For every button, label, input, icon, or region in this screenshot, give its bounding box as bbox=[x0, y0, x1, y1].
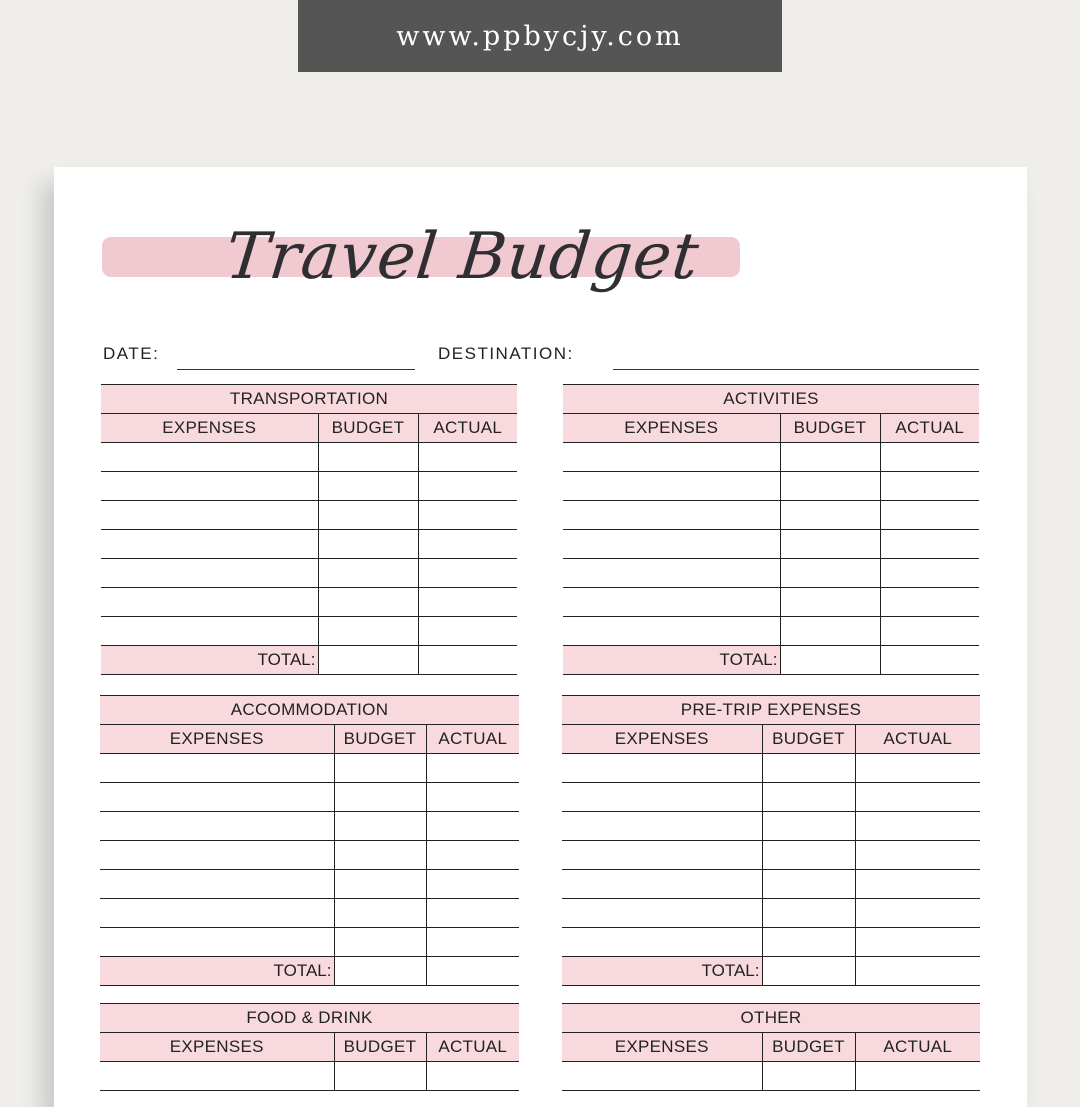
actual-cell[interactable] bbox=[426, 754, 519, 783]
budget-cell[interactable] bbox=[762, 841, 855, 870]
expense-cell[interactable] bbox=[562, 1062, 762, 1091]
budget-cell[interactable] bbox=[780, 472, 880, 501]
budget-cell[interactable] bbox=[334, 841, 426, 870]
expenses-column-header: EXPENSES bbox=[562, 725, 762, 754]
column-header-row bbox=[100, 1033, 519, 1062]
actual-column-header: ACTUAL bbox=[426, 1033, 519, 1062]
actual-cell[interactable] bbox=[426, 1062, 519, 1091]
expense-cell[interactable] bbox=[100, 783, 334, 812]
actual-column-header: ACTUAL bbox=[855, 725, 980, 754]
budget-column-header: BUDGET bbox=[762, 725, 855, 754]
actual-cell[interactable] bbox=[418, 501, 517, 530]
expense-row bbox=[563, 501, 979, 530]
actual-cell[interactable] bbox=[418, 559, 517, 588]
actual-cell[interactable] bbox=[426, 928, 519, 957]
section-header-row bbox=[562, 696, 980, 725]
actual-total-cell[interactable] bbox=[418, 646, 517, 675]
other-section bbox=[562, 1003, 980, 1091]
expense-cell[interactable] bbox=[562, 928, 762, 957]
actual-cell[interactable] bbox=[855, 754, 980, 783]
total-row bbox=[563, 646, 979, 675]
expense-row bbox=[100, 870, 519, 899]
expenses-column-header: EXPENSES bbox=[100, 725, 334, 754]
budget-cell[interactable] bbox=[762, 1062, 855, 1091]
date-label: DATE: bbox=[103, 344, 160, 363]
budget-cell[interactable] bbox=[762, 899, 855, 928]
expense-row bbox=[100, 899, 519, 928]
actual-column-header: ACTUAL bbox=[855, 1033, 980, 1062]
actual-cell[interactable] bbox=[418, 617, 517, 646]
expense-cell[interactable] bbox=[101, 472, 318, 501]
budget-cell[interactable] bbox=[780, 530, 880, 559]
actual-cell[interactable] bbox=[880, 443, 979, 472]
budget-cell[interactable] bbox=[762, 928, 855, 957]
actual-cell[interactable] bbox=[880, 559, 979, 588]
actual-cell[interactable] bbox=[855, 899, 980, 928]
expense-cell[interactable] bbox=[562, 870, 762, 899]
actual-cell[interactable] bbox=[418, 472, 517, 501]
actual-cell[interactable] bbox=[426, 783, 519, 812]
budget-cell[interactable] bbox=[762, 870, 855, 899]
expense-cell[interactable] bbox=[563, 588, 780, 617]
expense-row bbox=[563, 530, 979, 559]
expense-row bbox=[101, 443, 517, 472]
expense-cell[interactable] bbox=[563, 472, 780, 501]
total-label: TOTAL: bbox=[562, 957, 762, 986]
section-header-row bbox=[562, 1004, 980, 1033]
expense-row bbox=[101, 617, 517, 646]
expense-cell[interactable] bbox=[100, 928, 334, 957]
expense-row bbox=[562, 841, 980, 870]
expense-row bbox=[562, 928, 980, 957]
actual-cell[interactable] bbox=[855, 928, 980, 957]
expense-cell[interactable] bbox=[562, 899, 762, 928]
expense-cell[interactable] bbox=[562, 754, 762, 783]
expense-cell[interactable] bbox=[100, 870, 334, 899]
transportation-section bbox=[101, 384, 517, 675]
column-header-row bbox=[101, 414, 517, 443]
budget-cell[interactable] bbox=[334, 870, 426, 899]
actual-cell[interactable] bbox=[880, 472, 979, 501]
expense-cell[interactable] bbox=[100, 812, 334, 841]
expense-row bbox=[100, 812, 519, 841]
expense-row bbox=[100, 783, 519, 812]
section-header-row bbox=[100, 1004, 519, 1033]
total-label: TOTAL: bbox=[563, 646, 780, 675]
actual-cell[interactable] bbox=[880, 530, 979, 559]
website-url: www.ppbycjy.com bbox=[396, 20, 684, 52]
budget-cell[interactable] bbox=[318, 501, 418, 530]
budget-column-header: BUDGET bbox=[762, 1033, 855, 1062]
expense-cell[interactable] bbox=[562, 812, 762, 841]
expenses-column-header: EXPENSES bbox=[101, 414, 318, 443]
website-url-banner bbox=[298, 0, 782, 72]
budget-cell[interactable] bbox=[334, 754, 426, 783]
budget-column-header: BUDGET bbox=[334, 1033, 426, 1062]
destination-entry-line[interactable] bbox=[613, 369, 979, 370]
actual-cell[interactable] bbox=[880, 617, 979, 646]
expense-cell[interactable] bbox=[101, 530, 318, 559]
budget-cell[interactable] bbox=[318, 472, 418, 501]
budget-cell[interactable] bbox=[318, 559, 418, 588]
section-title: TRANSPORTATION bbox=[101, 385, 517, 414]
destination-label: DESTINATION: bbox=[438, 344, 574, 363]
expense-row bbox=[563, 617, 979, 646]
column-header-row bbox=[562, 1033, 980, 1062]
expense-row bbox=[563, 559, 979, 588]
actual-cell[interactable] bbox=[880, 588, 979, 617]
budget-cell[interactable] bbox=[318, 443, 418, 472]
expense-row bbox=[101, 559, 517, 588]
actual-cell[interactable] bbox=[855, 841, 980, 870]
expense-cell[interactable] bbox=[563, 617, 780, 646]
actual-cell[interactable] bbox=[426, 812, 519, 841]
section-header-row bbox=[100, 696, 519, 725]
expense-cell[interactable] bbox=[563, 501, 780, 530]
actual-cell[interactable] bbox=[426, 899, 519, 928]
accommodation-section bbox=[100, 695, 519, 986]
actual-cell[interactable] bbox=[855, 1062, 980, 1091]
expenses-column-header: EXPENSES bbox=[562, 1033, 762, 1062]
expense-cell[interactable] bbox=[563, 559, 780, 588]
actual-cell[interactable] bbox=[418, 530, 517, 559]
expenses-column-header: EXPENSES bbox=[100, 1033, 334, 1062]
section-header-row bbox=[101, 385, 517, 414]
expense-row bbox=[100, 928, 519, 957]
total-label: TOTAL: bbox=[101, 646, 318, 675]
actual-cell[interactable] bbox=[855, 783, 980, 812]
actual-cell[interactable] bbox=[855, 870, 980, 899]
budget-total-cell[interactable] bbox=[318, 646, 418, 675]
actual-cell[interactable] bbox=[426, 841, 519, 870]
column-header-row bbox=[563, 414, 979, 443]
expense-row bbox=[563, 588, 979, 617]
expense-cell[interactable] bbox=[562, 841, 762, 870]
actual-cell[interactable] bbox=[426, 870, 519, 899]
section-title: PRE-TRIP EXPENSES bbox=[562, 696, 980, 725]
pre-trip-expenses-section bbox=[562, 695, 980, 986]
activities-section bbox=[563, 384, 979, 675]
actual-column-header: ACTUAL bbox=[880, 414, 979, 443]
page-title: Travel Budget bbox=[222, 220, 703, 294]
expense-row bbox=[562, 870, 980, 899]
expense-cell[interactable] bbox=[563, 530, 780, 559]
actual-total-cell[interactable] bbox=[855, 957, 980, 986]
budget-cell[interactable] bbox=[318, 617, 418, 646]
expense-row bbox=[562, 899, 980, 928]
section-title: OTHER bbox=[562, 1004, 980, 1033]
total-row bbox=[100, 957, 519, 986]
budget-cell[interactable] bbox=[762, 754, 855, 783]
budget-cell[interactable] bbox=[780, 617, 880, 646]
expense-cell[interactable] bbox=[101, 501, 318, 530]
expense-row bbox=[563, 443, 979, 472]
actual-cell[interactable] bbox=[418, 443, 517, 472]
expense-cell[interactable] bbox=[100, 899, 334, 928]
column-header-row bbox=[100, 725, 519, 754]
section-title: ACTIVITIES bbox=[563, 385, 979, 414]
budget-cell[interactable] bbox=[762, 812, 855, 841]
actual-total-cell[interactable] bbox=[880, 646, 979, 675]
expense-row bbox=[100, 754, 519, 783]
actual-cell[interactable] bbox=[855, 812, 980, 841]
section-header-row bbox=[563, 385, 979, 414]
budget-cell[interactable] bbox=[334, 899, 426, 928]
budget-total-cell[interactable] bbox=[762, 957, 855, 986]
expense-row bbox=[563, 472, 979, 501]
expense-row bbox=[562, 754, 980, 783]
expense-cell[interactable] bbox=[101, 559, 318, 588]
budget-column-header: BUDGET bbox=[318, 414, 418, 443]
budget-cell[interactable] bbox=[780, 501, 880, 530]
actual-column-header: ACTUAL bbox=[418, 414, 517, 443]
actual-cell[interactable] bbox=[880, 501, 979, 530]
total-row bbox=[101, 646, 517, 675]
budget-cell[interactable] bbox=[318, 588, 418, 617]
actual-column-header: ACTUAL bbox=[426, 725, 519, 754]
expense-row bbox=[562, 812, 980, 841]
budget-cell[interactable] bbox=[780, 588, 880, 617]
date-entry-line[interactable] bbox=[177, 369, 415, 370]
expense-row bbox=[562, 1062, 980, 1091]
expense-cell[interactable] bbox=[101, 617, 318, 646]
budget-cell[interactable] bbox=[780, 443, 880, 472]
expense-row bbox=[100, 841, 519, 870]
actual-total-cell[interactable] bbox=[426, 957, 519, 986]
total-row bbox=[562, 957, 980, 986]
column-header-row bbox=[562, 725, 980, 754]
budget-cell[interactable] bbox=[318, 530, 418, 559]
budget-total-cell[interactable] bbox=[780, 646, 880, 675]
budget-cell[interactable] bbox=[762, 783, 855, 812]
expense-row bbox=[100, 1062, 519, 1091]
expenses-column-header: EXPENSES bbox=[563, 414, 780, 443]
expense-cell[interactable] bbox=[563, 443, 780, 472]
expense-cell[interactable] bbox=[101, 443, 318, 472]
expense-cell[interactable] bbox=[100, 841, 334, 870]
expense-cell[interactable] bbox=[562, 783, 762, 812]
budget-cell[interactable] bbox=[334, 1062, 426, 1091]
total-label: TOTAL: bbox=[100, 957, 334, 986]
budget-cell[interactable] bbox=[334, 928, 426, 957]
budget-cell[interactable] bbox=[334, 812, 426, 841]
budget-column-header: BUDGET bbox=[780, 414, 880, 443]
budget-column-header: BUDGET bbox=[334, 725, 426, 754]
budget-cell[interactable] bbox=[334, 783, 426, 812]
actual-cell[interactable] bbox=[418, 588, 517, 617]
expense-cell[interactable] bbox=[100, 1062, 334, 1091]
expense-row bbox=[101, 588, 517, 617]
expense-cell[interactable] bbox=[100, 754, 334, 783]
budget-cell[interactable] bbox=[780, 559, 880, 588]
expense-row bbox=[101, 501, 517, 530]
food-and-drink-section bbox=[100, 1003, 519, 1091]
budget-total-cell[interactable] bbox=[334, 957, 426, 986]
expense-cell[interactable] bbox=[101, 588, 318, 617]
section-title: FOOD & DRINK bbox=[100, 1004, 519, 1033]
expense-row bbox=[101, 472, 517, 501]
expense-row bbox=[562, 783, 980, 812]
section-title: ACCOMMODATION bbox=[100, 696, 519, 725]
expense-row bbox=[101, 530, 517, 559]
